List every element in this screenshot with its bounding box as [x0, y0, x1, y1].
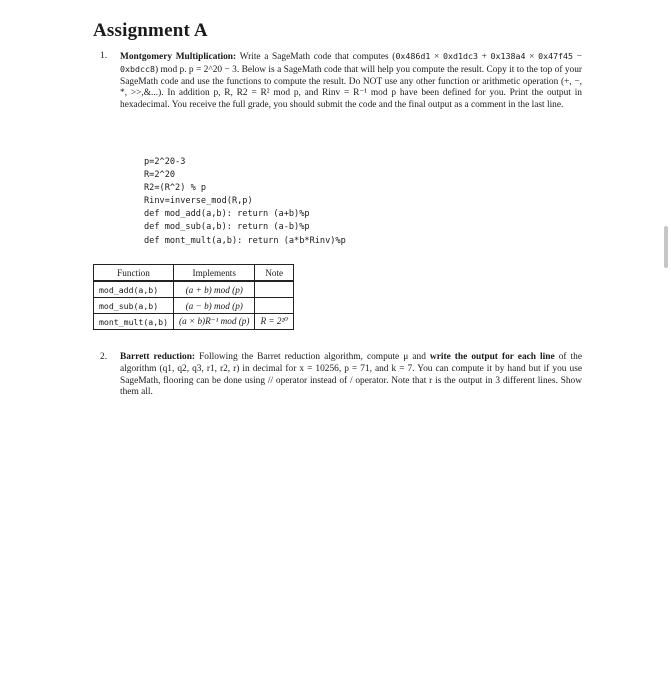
problem-number: 1.	[100, 51, 108, 61]
problem-text: ) mod p. p = 2^20 − 3. Below is a SageMath code that will help you compute the result. Copy it to the top of your SageMath code and use the functions to compute the result. Do NOT use any other function or arithmetic operation (+, −, *, >>,&...). In addition p, R, R2 = R² mod p, and Rinv = R⁻¹ mod p have been defined for you. Print the output in hexadecimal. You receive the full grade, you should submit the code and the final output as a comment in the last line.	[120, 64, 582, 111]
table-cell-function: mont_mult(a,b)	[94, 314, 174, 330]
table-header: Note	[255, 265, 293, 282]
page-title: Assignment A	[93, 20, 208, 41]
problem-body	[120, 51, 582, 112]
code-line: def mod_sub(a,b): return (a-b)%p	[144, 222, 310, 233]
table-row	[94, 298, 294, 314]
table-cell-implements: (a + b) mod (p)	[174, 281, 255, 298]
table-row	[94, 314, 294, 330]
code-line: R=2^20	[144, 170, 176, 181]
operator: −	[573, 52, 582, 62]
problem-2	[100, 352, 582, 399]
table-cell-implements: (a × b)R⁻¹ mod (p)	[174, 314, 255, 330]
problem-text: Write a SageMath code that computes (	[236, 52, 396, 62]
code-line: Rinv=inverse_mod(R,p)	[144, 196, 253, 207]
scrollbar-thumb[interactable]	[664, 226, 668, 268]
problem-text: of the algorithm (q1, q2, q3, r1, r2, r) in decimal for x = 10256, p = 71, and k = 7. You can compute it by hand but if you use SageMath, flooring can be done using // operator instead of / operator. Note that r is the output in 3 different lines. Show them all.	[120, 352, 583, 398]
table-cell-note	[255, 281, 293, 298]
code-line: R2=(R^2) % p	[144, 183, 207, 194]
hex-value: 0xd1dc3	[442, 51, 478, 61]
operator: ×	[430, 52, 443, 62]
hex-value: 0xbdcc8	[120, 63, 155, 74]
problem-text: Following the Barret reduction algorithm, compute μ and	[195, 352, 430, 362]
table-cell-implements: (a − b) mod (p)	[174, 298, 255, 314]
problem-emphasis: write the output for each line	[429, 352, 555, 362]
table-cell-note	[255, 298, 293, 314]
table-cell-note: R = 2²⁰	[255, 314, 293, 330]
table-cell-function: mod_sub(a,b)	[94, 298, 174, 314]
table-header: Function	[94, 265, 174, 282]
code-line: def mont_mult(a,b): return (a*b*Rinv)%p	[144, 235, 346, 246]
problem-number: 2.	[100, 352, 108, 362]
problem-heading: Montgomery Multiplication:	[120, 52, 237, 62]
hex-value: 0x486d1	[395, 51, 431, 61]
hex-value: 0x138a4	[490, 51, 526, 61]
code-line: def mod_add(a,b): return (a+b)%p	[144, 209, 310, 220]
operator: ×	[525, 52, 539, 62]
table-row	[94, 281, 294, 298]
operator: +	[477, 52, 491, 62]
hex-value: 0x47f45	[538, 51, 574, 61]
problem-1	[100, 51, 582, 112]
problem-heading: Barrett reduction:	[120, 352, 196, 362]
table-header-row	[94, 265, 294, 282]
function-table	[93, 264, 294, 330]
table-cell-function: mod_add(a,b)	[94, 281, 174, 298]
problem-body	[120, 352, 582, 399]
table-header: Implements	[174, 265, 255, 282]
code-line: p=2^20-3	[144, 157, 186, 167]
code-listing	[144, 156, 346, 248]
